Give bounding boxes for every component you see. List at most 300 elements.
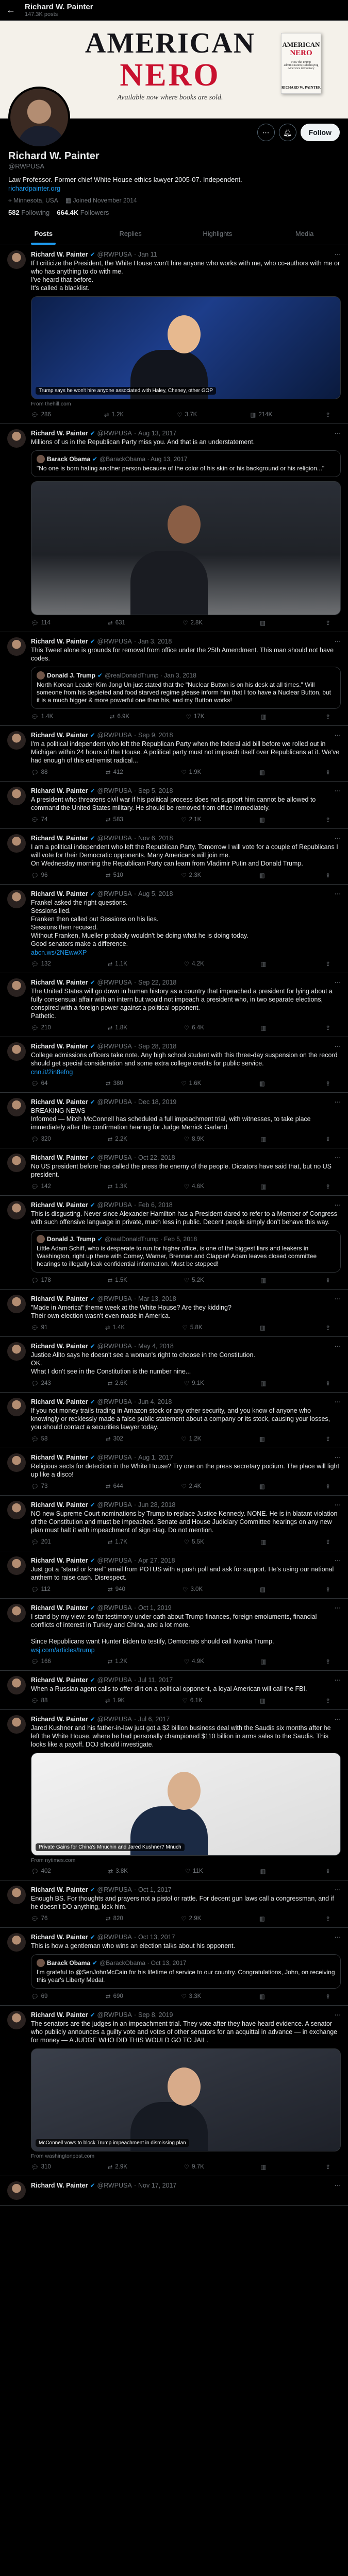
reply-button[interactable] [31, 960, 51, 968]
more-icon[interactable]: ⋯ [334, 1716, 341, 1723]
like-button[interactable] [184, 1538, 204, 1546]
share-button[interactable] [325, 411, 330, 418]
subscribe-button[interactable] [279, 124, 296, 141]
share-button[interactable] [325, 816, 330, 823]
repost-button[interactable] [105, 1324, 125, 1331]
repost-button[interactable] [106, 872, 123, 879]
more-icon[interactable]: ⋯ [334, 1295, 341, 1302]
reply-button[interactable] [31, 1024, 51, 1031]
tweet-author-name[interactable]: Richard W. Painter [31, 1398, 88, 1405]
like-button[interactable] [181, 1483, 201, 1490]
tweet[interactable] [0, 1551, 348, 1599]
separator-dot: · [134, 1295, 137, 1302]
share-button[interactable] [325, 1483, 330, 1490]
reply-button[interactable] [31, 713, 53, 720]
repost-button[interactable] [108, 1538, 127, 1546]
tweet-header [31, 1042, 341, 1050]
tweet[interactable] [0, 1710, 348, 1880]
reply-icon: 💬︎ [31, 961, 39, 968]
quoted-tweet[interactable] [31, 1230, 341, 1273]
like-count: 11K [193, 1868, 203, 1874]
tweet-author-name[interactable]: Richard W. Painter [31, 429, 88, 437]
quoted-tweet[interactable] [31, 450, 341, 477]
more-icon[interactable]: ⋯ [334, 1154, 341, 1161]
tweet[interactable] [0, 1671, 348, 1710]
reply-button[interactable] [31, 1538, 51, 1546]
views-button[interactable] [261, 1024, 269, 1031]
reply-button[interactable] [31, 1435, 47, 1443]
reply-button[interactable] [31, 769, 47, 776]
tweet-avatar[interactable] [7, 890, 26, 908]
views-button[interactable] [261, 1183, 269, 1190]
like-button[interactable] [184, 2163, 204, 2171]
tweet-link[interactable]: wsj.com/articles/trump [31, 1647, 95, 1654]
tweet-date[interactable]: Dec 18, 2019 [138, 1098, 177, 1106]
repost-button[interactable] [106, 816, 123, 823]
avatar[interactable] [8, 87, 70, 148]
tweet-date[interactable]: Jan 11 [138, 250, 157, 258]
share-button[interactable] [325, 1277, 330, 1284]
views-button[interactable] [260, 1868, 269, 1875]
followers-count: 664.4K [57, 209, 79, 216]
tab-posts[interactable]: Posts [0, 223, 87, 245]
repost-button[interactable] [108, 1586, 125, 1593]
share-icon: ⇪ [325, 1869, 330, 1875]
more-icon[interactable]: ⋯ [334, 1934, 341, 1941]
tab-highlights[interactable]: Highlights [203, 230, 233, 238]
tweet-avatar[interactable] [7, 1295, 26, 1313]
tweet-avatar[interactable] [7, 1676, 26, 1694]
reply-button[interactable] [31, 1586, 51, 1593]
tweet[interactable] [0, 1337, 348, 1393]
share-button[interactable] [325, 1435, 330, 1443]
tweet-date[interactable]: Nov 17, 2017 [138, 2181, 177, 2189]
like-button[interactable] [177, 411, 197, 418]
share-button[interactable] [325, 1324, 330, 1331]
views-button[interactable] [261, 713, 269, 720]
tweet[interactable] [0, 726, 348, 782]
repost-button[interactable] [106, 769, 123, 776]
like-button[interactable] [183, 1697, 203, 1704]
tweet-author-name[interactable]: Richard W. Painter [31, 2181, 88, 2189]
tweet-date[interactable]: Aug 5, 2018 [138, 890, 173, 897]
views-button[interactable] [261, 1538, 269, 1546]
like-button[interactable] [184, 1277, 204, 1284]
like-button[interactable] [181, 769, 201, 776]
tweet-date[interactable]: Feb 6, 2018 [138, 1201, 173, 1209]
separator-dot: · [134, 2181, 137, 2189]
tweet-date[interactable]: Nov 6, 2018 [138, 834, 173, 842]
more-icon[interactable]: ⋯ [334, 638, 341, 645]
tweet-author-name[interactable]: Richard W. Painter [31, 1604, 88, 1612]
tweet-avatar[interactable] [7, 1715, 26, 1734]
tweet-author-name[interactable]: Richard W. Painter [31, 1556, 88, 1564]
share-button[interactable] [325, 960, 330, 968]
photo-person-head [168, 315, 201, 353]
tweet-author-name[interactable]: Richard W. Painter [31, 1201, 88, 1209]
tab-media[interactable]: Media [295, 230, 314, 238]
more-icon[interactable]: ⋯ [334, 1676, 341, 1684]
tweet-avatar[interactable] [7, 834, 26, 853]
tweet-media-image[interactable] [31, 481, 341, 615]
tweet-body [31, 890, 341, 968]
views-button[interactable] [261, 960, 269, 968]
tweet[interactable] [0, 829, 348, 885]
location-pin-icon: ⌖ [8, 197, 14, 204]
tweet-avatar[interactable] [7, 1201, 26, 1219]
tweet-author-name[interactable]: Richard W. Painter [31, 1342, 88, 1350]
more-icon[interactable]: ⋯ [334, 1398, 341, 1405]
share-button[interactable] [325, 1538, 330, 1546]
media-source[interactable]: From thehill.com [31, 401, 71, 407]
tweet-avatar[interactable] [7, 1398, 26, 1416]
share-button[interactable] [325, 1868, 330, 1875]
separator-dot: · [134, 1933, 137, 1941]
tweet-author-name[interactable]: Richard W. Painter [31, 1501, 88, 1509]
tweet[interactable] [0, 1148, 348, 1196]
reply-icon: 💬︎ [31, 1278, 39, 1284]
like-button[interactable] [186, 713, 205, 720]
share-button[interactable] [325, 1915, 330, 1922]
like-button[interactable] [184, 960, 204, 968]
like-button[interactable] [183, 619, 203, 626]
tweet-date[interactable]: Jul 11, 2017 [138, 1676, 173, 1684]
repost-button[interactable] [106, 1993, 123, 2000]
like-button[interactable] [181, 872, 201, 879]
more-icon[interactable]: ⋯ [334, 787, 341, 794]
tweet-header [31, 1201, 341, 1209]
tweet-media-image[interactable] [31, 2048, 341, 2151]
reply-button[interactable] [31, 1380, 51, 1387]
more-icon[interactable]: ⋯ [334, 1454, 341, 1461]
share-button[interactable] [325, 1380, 330, 1387]
tweet-avatar[interactable] [7, 1042, 26, 1061]
reply-button[interactable] [31, 1277, 51, 1284]
quoted-tweet[interactable] [31, 1954, 341, 1989]
tweet-avatar[interactable] [7, 978, 26, 997]
tweet-author-name[interactable]: Richard W. Painter [31, 1933, 88, 1941]
more-icon[interactable]: ⋯ [334, 2011, 341, 2019]
repost-button[interactable] [108, 1183, 127, 1190]
reply-button[interactable] [31, 411, 51, 418]
more-icon[interactable]: ⋯ [334, 251, 341, 258]
reply-button[interactable] [31, 1993, 47, 2000]
views-button[interactable] [261, 1277, 269, 1284]
tweet-date[interactable]: Sep 9, 2018 [138, 731, 173, 739]
more-icon[interactable]: ⋯ [334, 2182, 341, 2189]
profile-bio [8, 175, 340, 193]
reply-button[interactable] [31, 816, 47, 823]
tweet-date[interactable]: Oct 22, 2018 [138, 1154, 175, 1161]
share-button[interactable] [325, 1658, 330, 1665]
reply-count: 114 [41, 620, 51, 626]
like-button[interactable] [181, 1993, 201, 2000]
share-button[interactable] [325, 1586, 330, 1593]
tweet-date[interactable]: Mar 13, 2018 [138, 1295, 176, 1302]
like-count: 9.1K [192, 1380, 204, 1386]
tweet-avatar[interactable] [7, 787, 26, 805]
like-button[interactable] [183, 1586, 203, 1593]
repost-button[interactable] [105, 1697, 125, 1704]
tweet-date[interactable]: Oct 1, 2017 [138, 1886, 172, 1893]
tweet-avatar[interactable] [7, 1933, 26, 1952]
repost-count: 1.8K [115, 1025, 127, 1031]
tweet-avatar[interactable] [7, 429, 26, 448]
tweet-author-name[interactable]: Richard W. Painter [31, 731, 88, 739]
tweet-author-name[interactable]: Richard W. Painter [31, 1886, 88, 1893]
like-count: 5.8K [190, 1325, 203, 1331]
tweet[interactable] [0, 2006, 348, 2176]
follow-button[interactable]: Follow [301, 124, 340, 141]
tweet-date[interactable]: Sep 5, 2018 [138, 787, 173, 794]
repost-button[interactable] [108, 960, 127, 968]
more-icon[interactable]: ⋯ [334, 1604, 341, 1612]
tweet-media-image[interactable] [31, 1753, 341, 1856]
more-icon[interactable]: ⋯ [334, 1501, 341, 1509]
repost-button[interactable] [108, 1136, 127, 1143]
share-button[interactable] [325, 1993, 330, 2000]
reply-button[interactable] [31, 1868, 51, 1875]
reply-icon: 💬︎ [31, 1325, 39, 1331]
tweet-body [31, 429, 341, 626]
tweet-avatar[interactable] [7, 731, 26, 750]
tweet[interactable] [0, 1393, 348, 1448]
reply-button[interactable] [31, 2163, 51, 2171]
share-button[interactable] [325, 1183, 330, 1190]
more-icon[interactable]: ⋯ [334, 1201, 341, 1209]
tweet-avatar[interactable] [7, 1154, 26, 1172]
tweet-avatar[interactable] [7, 2181, 26, 2200]
tweet[interactable] [0, 885, 348, 973]
share-button[interactable] [325, 769, 330, 776]
tweet-avatar[interactable] [7, 250, 26, 269]
repost-button[interactable] [106, 1915, 123, 1922]
tweet-date[interactable]: Aug 13, 2017 [138, 429, 177, 437]
repost-button[interactable] [110, 713, 129, 720]
like-button[interactable] [185, 1868, 203, 1875]
tab-replies[interactable]: Replies [119, 230, 142, 238]
repost-button[interactable] [106, 1483, 123, 1490]
tweet-date[interactable]: Oct 1, 2019 [138, 1604, 172, 1612]
tweet-date[interactable]: Jun 28, 2018 [138, 1501, 176, 1509]
reply-button[interactable] [31, 1080, 47, 1087]
tweet-author-name[interactable]: Richard W. Painter [31, 1295, 88, 1302]
tweet-link[interactable]: abcn.ws/2NEwwXP [31, 949, 87, 956]
more-icon[interactable]: ⋯ [334, 979, 341, 986]
like-button[interactable] [183, 1324, 203, 1331]
tweet-date[interactable]: May 4, 2018 [138, 1342, 174, 1350]
reply-button[interactable] [31, 1324, 47, 1331]
more-icon[interactable]: ⋯ [334, 1886, 341, 1893]
share-button[interactable] [325, 619, 330, 626]
tweet[interactable] [0, 973, 348, 1037]
tweet-date[interactable]: Jun 4, 2018 [138, 1398, 172, 1405]
media-source[interactable]: From washingtonpost.com [31, 2153, 95, 2159]
repost-button[interactable] [108, 1024, 127, 1031]
tweet[interactable] [0, 1928, 348, 2006]
back-arrow-icon[interactable]: ← [6, 5, 15, 15]
tweet-author-name[interactable]: Richard W. Painter [31, 2011, 88, 2019]
tweet[interactable] [0, 1093, 348, 1148]
tweet[interactable] [0, 245, 348, 424]
reply-button[interactable] [31, 1136, 51, 1143]
tweet-date[interactable]: Sep 28, 2018 [138, 1042, 177, 1050]
repost-button[interactable] [108, 619, 125, 626]
tweet-date[interactable]: Apr 27, 2018 [138, 1556, 175, 1564]
tweet-header [31, 1453, 341, 1461]
like-button[interactable] [181, 816, 201, 823]
like-button[interactable] [184, 1658, 204, 1665]
reply-button[interactable] [31, 872, 47, 879]
more-icon[interactable]: ⋯ [334, 732, 341, 739]
repost-button[interactable] [108, 1380, 127, 1387]
tweet-author-name[interactable]: Richard W. Painter [31, 1154, 88, 1161]
tweet-avatar[interactable] [7, 1886, 26, 1904]
tweet-avatar[interactable] [7, 1342, 26, 1361]
more-options-button[interactable] [257, 124, 275, 141]
followers-link[interactable] [57, 209, 109, 216]
reply-button[interactable] [31, 619, 51, 626]
share-button[interactable] [325, 1697, 330, 1704]
tweet-author-name[interactable]: Richard W. Painter [31, 978, 88, 986]
tweet-avatar[interactable] [7, 1604, 26, 1622]
reply-button[interactable] [31, 1658, 51, 1665]
tweet-date[interactable]: Jan 3, 2018 [138, 637, 172, 645]
views-button[interactable] [259, 1915, 268, 1922]
tweet[interactable] [0, 1196, 348, 1290]
views-button[interactable] [260, 1697, 268, 1704]
share-button[interactable] [325, 872, 330, 879]
tweet-avatar[interactable] [7, 1556, 26, 1575]
repost-button[interactable] [108, 1868, 128, 1875]
tweet[interactable] [0, 1037, 348, 1093]
repost-button[interactable] [108, 1658, 127, 1665]
tweet-avatar[interactable] [7, 637, 26, 656]
more-icon[interactable]: ⋯ [334, 1557, 341, 1564]
views-button[interactable] [259, 872, 268, 879]
repost-button[interactable] [106, 1435, 123, 1443]
tweet[interactable] [0, 1290, 348, 1337]
reply-button[interactable] [31, 1483, 47, 1490]
tweet-date[interactable]: Sep 22, 2018 [138, 978, 177, 986]
tweet[interactable] [0, 1448, 348, 1496]
views-button[interactable] [261, 1658, 269, 1665]
views-button[interactable] [260, 619, 268, 626]
more-icon[interactable]: ⋯ [334, 835, 341, 842]
reply-button[interactable] [31, 1697, 47, 1704]
like-button[interactable] [184, 1136, 204, 1143]
tweet-author-name[interactable]: Richard W. Painter [31, 1042, 88, 1050]
like-button[interactable] [184, 1183, 204, 1190]
more-icon[interactable]: ⋯ [334, 1343, 341, 1350]
views-button[interactable] [259, 1080, 268, 1087]
repost-button[interactable] [104, 411, 124, 418]
more-icon[interactable]: ⋯ [334, 890, 341, 897]
views-button[interactable] [259, 1435, 268, 1443]
tweet[interactable] [0, 1599, 348, 1671]
views-button[interactable] [259, 1483, 268, 1490]
tweet-body [31, 1042, 341, 1087]
views-button[interactable] [260, 1324, 268, 1331]
reply-button[interactable] [31, 1183, 51, 1190]
tweet[interactable] [0, 1880, 348, 1928]
tweet-author-name[interactable]: Richard W. Painter [31, 834, 88, 842]
tweet-date[interactable]: Aug 1, 2017 [138, 1453, 173, 1461]
following-link[interactable] [8, 209, 49, 216]
quoted-avatar [37, 671, 45, 680]
repost-button[interactable] [106, 1080, 123, 1087]
tweet[interactable] [0, 632, 348, 726]
reply-icon: 💬︎ [31, 817, 39, 823]
repost-button[interactable] [108, 2163, 127, 2171]
share-button[interactable] [325, 1136, 330, 1143]
tweet-date[interactable]: Oct 13, 2017 [138, 1933, 175, 1941]
more-icon[interactable]: ⋯ [334, 1098, 341, 1106]
tweet-avatar[interactable] [7, 1501, 26, 1519]
tweet-avatar[interactable] [7, 1453, 26, 1472]
tweet-date[interactable]: Sep 8, 2019 [138, 2011, 173, 2019]
tweet-avatar[interactable] [7, 2011, 26, 2029]
views-button[interactable] [261, 1136, 269, 1143]
tweet[interactable] [0, 424, 348, 632]
views-button[interactable] [261, 2163, 269, 2171]
tweet-author-name[interactable]: Richard W. Painter [31, 890, 88, 897]
like-button[interactable] [184, 1024, 204, 1031]
profile-handle: @RWPUSA [8, 162, 45, 170]
tweet-author-name[interactable]: Richard W. Painter [31, 1715, 88, 1723]
share-button[interactable] [325, 2163, 330, 2171]
views-button[interactable] [261, 1380, 269, 1387]
tweet-author-name[interactable]: Richard W. Painter [31, 250, 88, 258]
tweet[interactable] [0, 782, 348, 829]
views-button[interactable] [250, 411, 272, 418]
views-button[interactable] [259, 1993, 268, 2000]
like-button[interactable] [181, 1435, 201, 1443]
share-icon: ⇪ [325, 412, 330, 418]
tweet-author-name[interactable]: Richard W. Painter [31, 637, 88, 645]
views-button[interactable] [259, 816, 268, 823]
tweet[interactable] [0, 1496, 348, 1551]
quoted-tweet[interactable] [31, 667, 341, 709]
bio-link[interactable]: richardpainter.org [8, 184, 61, 192]
like-button[interactable] [181, 1915, 201, 1922]
tweet-body [31, 1398, 341, 1443]
reply-button[interactable] [31, 1915, 47, 1922]
tweet-media-image[interactable] [31, 296, 341, 399]
share-button[interactable] [325, 1080, 330, 1087]
like-button[interactable] [184, 1380, 204, 1387]
tweet[interactable] [0, 2176, 348, 2206]
like-button[interactable] [181, 1080, 201, 1087]
views-button[interactable] [259, 769, 268, 776]
tweet-author-name[interactable]: Richard W. Painter [31, 1453, 88, 1461]
more-icon[interactable]: ⋯ [334, 430, 341, 437]
tweet-avatar[interactable] [7, 1098, 26, 1116]
share-button[interactable] [325, 713, 330, 720]
tweet-date[interactable]: Jul 6, 2017 [138, 1715, 170, 1723]
tweet-author-name[interactable]: Richard W. Painter [31, 1676, 88, 1684]
share-button[interactable] [325, 1024, 330, 1031]
tweet-link[interactable]: cnn.it/2in8efng [31, 1069, 73, 1076]
more-icon[interactable]: ⋯ [334, 1043, 341, 1050]
repost-button[interactable] [108, 1277, 127, 1284]
like-icon: ♡ [185, 1869, 191, 1875]
tweet-author-name[interactable]: Richard W. Painter [31, 1098, 88, 1106]
views-button[interactable] [260, 1586, 268, 1593]
reply-count: 243 [41, 1380, 51, 1386]
media-source[interactable]: From nytimes.com [31, 1857, 76, 1863]
tweet-author-name[interactable]: Richard W. Painter [31, 787, 88, 794]
